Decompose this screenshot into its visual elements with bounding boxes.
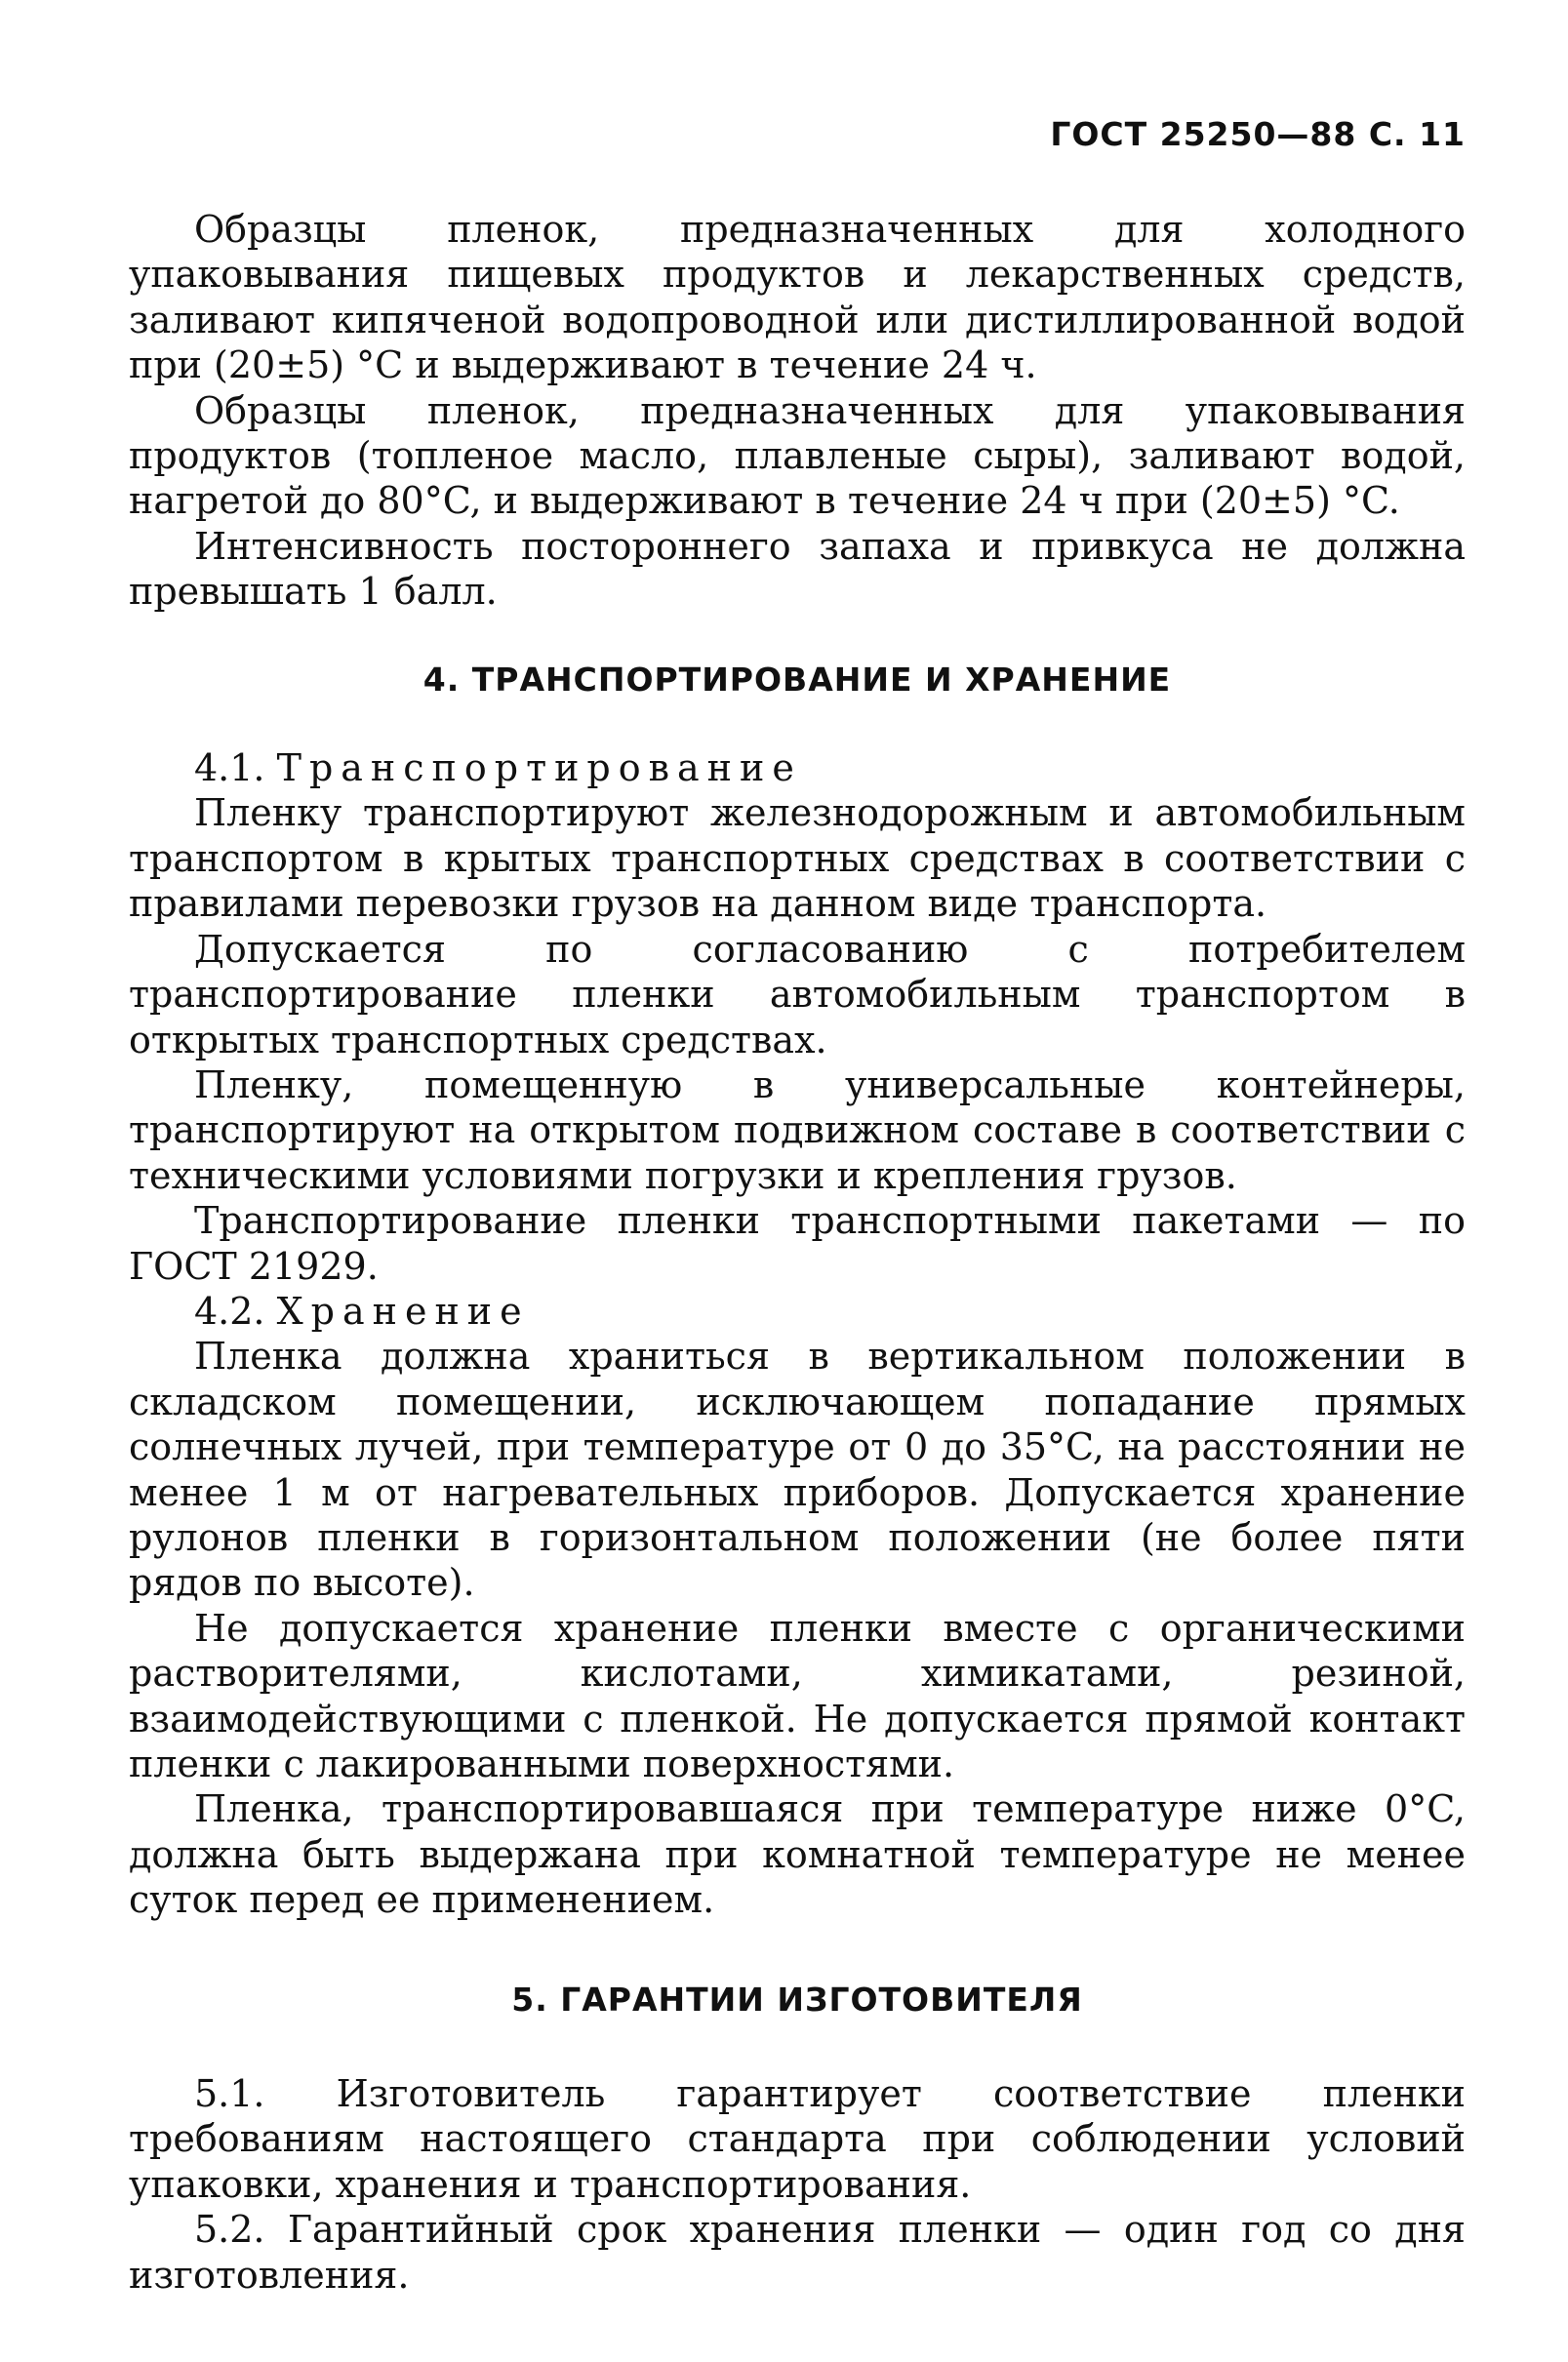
paragraph: 5.1. Изготовитель гарантирует соответствие пленки требованиям настоящего стандарта при соблюдении условий упаковки, хранения и транспортирования. [129,2072,1466,2206]
paragraph: 5.2. Гарантийный срок хранения пленки — один год со дня изготовления. [129,2208,1466,2297]
paragraph: Транспортирование пленки транспортными пакетами — по ГОСТ 21929. [129,1199,1466,1288]
page-content [129,207,1466,2298]
subsection-heading-4-1 [129,745,1466,790]
paragraph: Образцы пленок, предназначенных для упаковывания продуктов (топленое масло, плавленые сыры), заливают водой, нагретой до 80°C, и выдерживают в течение 24 ч при (20±5) °C. [129,388,1466,523]
subsection-heading-4-2 [129,1289,1466,1334]
subsection-title: Хранение [276,1289,530,1333]
paragraph: Образцы пленок, предназначенных для холодного упаковывания пищевых продуктов и лекарственных средств, заливают кипяченой водопроводной или дистиллированной водой при (20±5) °C и выдерживают в течение 24 ч. [129,208,1466,387]
section-heading-5: 5. ГАРАНТИИ ИЗГОТОВИТЕЛЯ [511,1980,1083,2019]
paragraph: Пленку, помещенную в универсальные контейнеры, транспортируют на открытом подвижном составе в соответствии с техническими условиями погрузки и крепления грузов. [129,1062,1466,1197]
subsection-number: 4.1. [194,746,265,790]
subsection-title: Транспортирование [276,746,802,790]
running-head: ГОСТ 25250—88 С. 11 [1050,115,1466,153]
paragraph: Допускается по согласованию с потребителем транспортирование пленки автомобильным транспортом в открытых транспортных средствах. [129,927,1466,1061]
subsection-number: 4.2. [194,1289,265,1333]
paragraph: Интенсивность постороннего запаха и привкуса не должна превышать 1 балл. [129,524,1466,614]
paragraph: Пленку транспортируют железнодорожным и автомобильным транспортом в крытых транспортных средствах в соответствии с правилами перевозки грузов на данном виде транспорта. [129,791,1466,926]
paragraph: Пленка должна храниться в вертикальном положении в складском помещении, исключающем попадание прямых солнечных лучей, при температуре от 0 до 35°C, на расстоянии не менее 1 м от нагревательных приборов. Допускается хранение рулонов пленки в горизонтальном положении (не более пяти рядов по высоте). [129,1335,1466,1605]
paragraph: Не допускается хранение пленки вместе с органическими растворителями, кислотами, химикатами, резиной, взаимодействующими с пленкой. Не допускается прямой контакт пленки с лакированными поверхностями. [129,1606,1466,1785]
paragraph: Пленка, транспортировавшаяся при температуре ниже 0°C, должна быть выдержана при комнатной температуре не менее суток перед ее применением. [129,1787,1466,1922]
section-heading-4: 4. ТРАНСПОРТИРОВАНИЕ И ХРАНЕНИЕ [422,660,1172,699]
